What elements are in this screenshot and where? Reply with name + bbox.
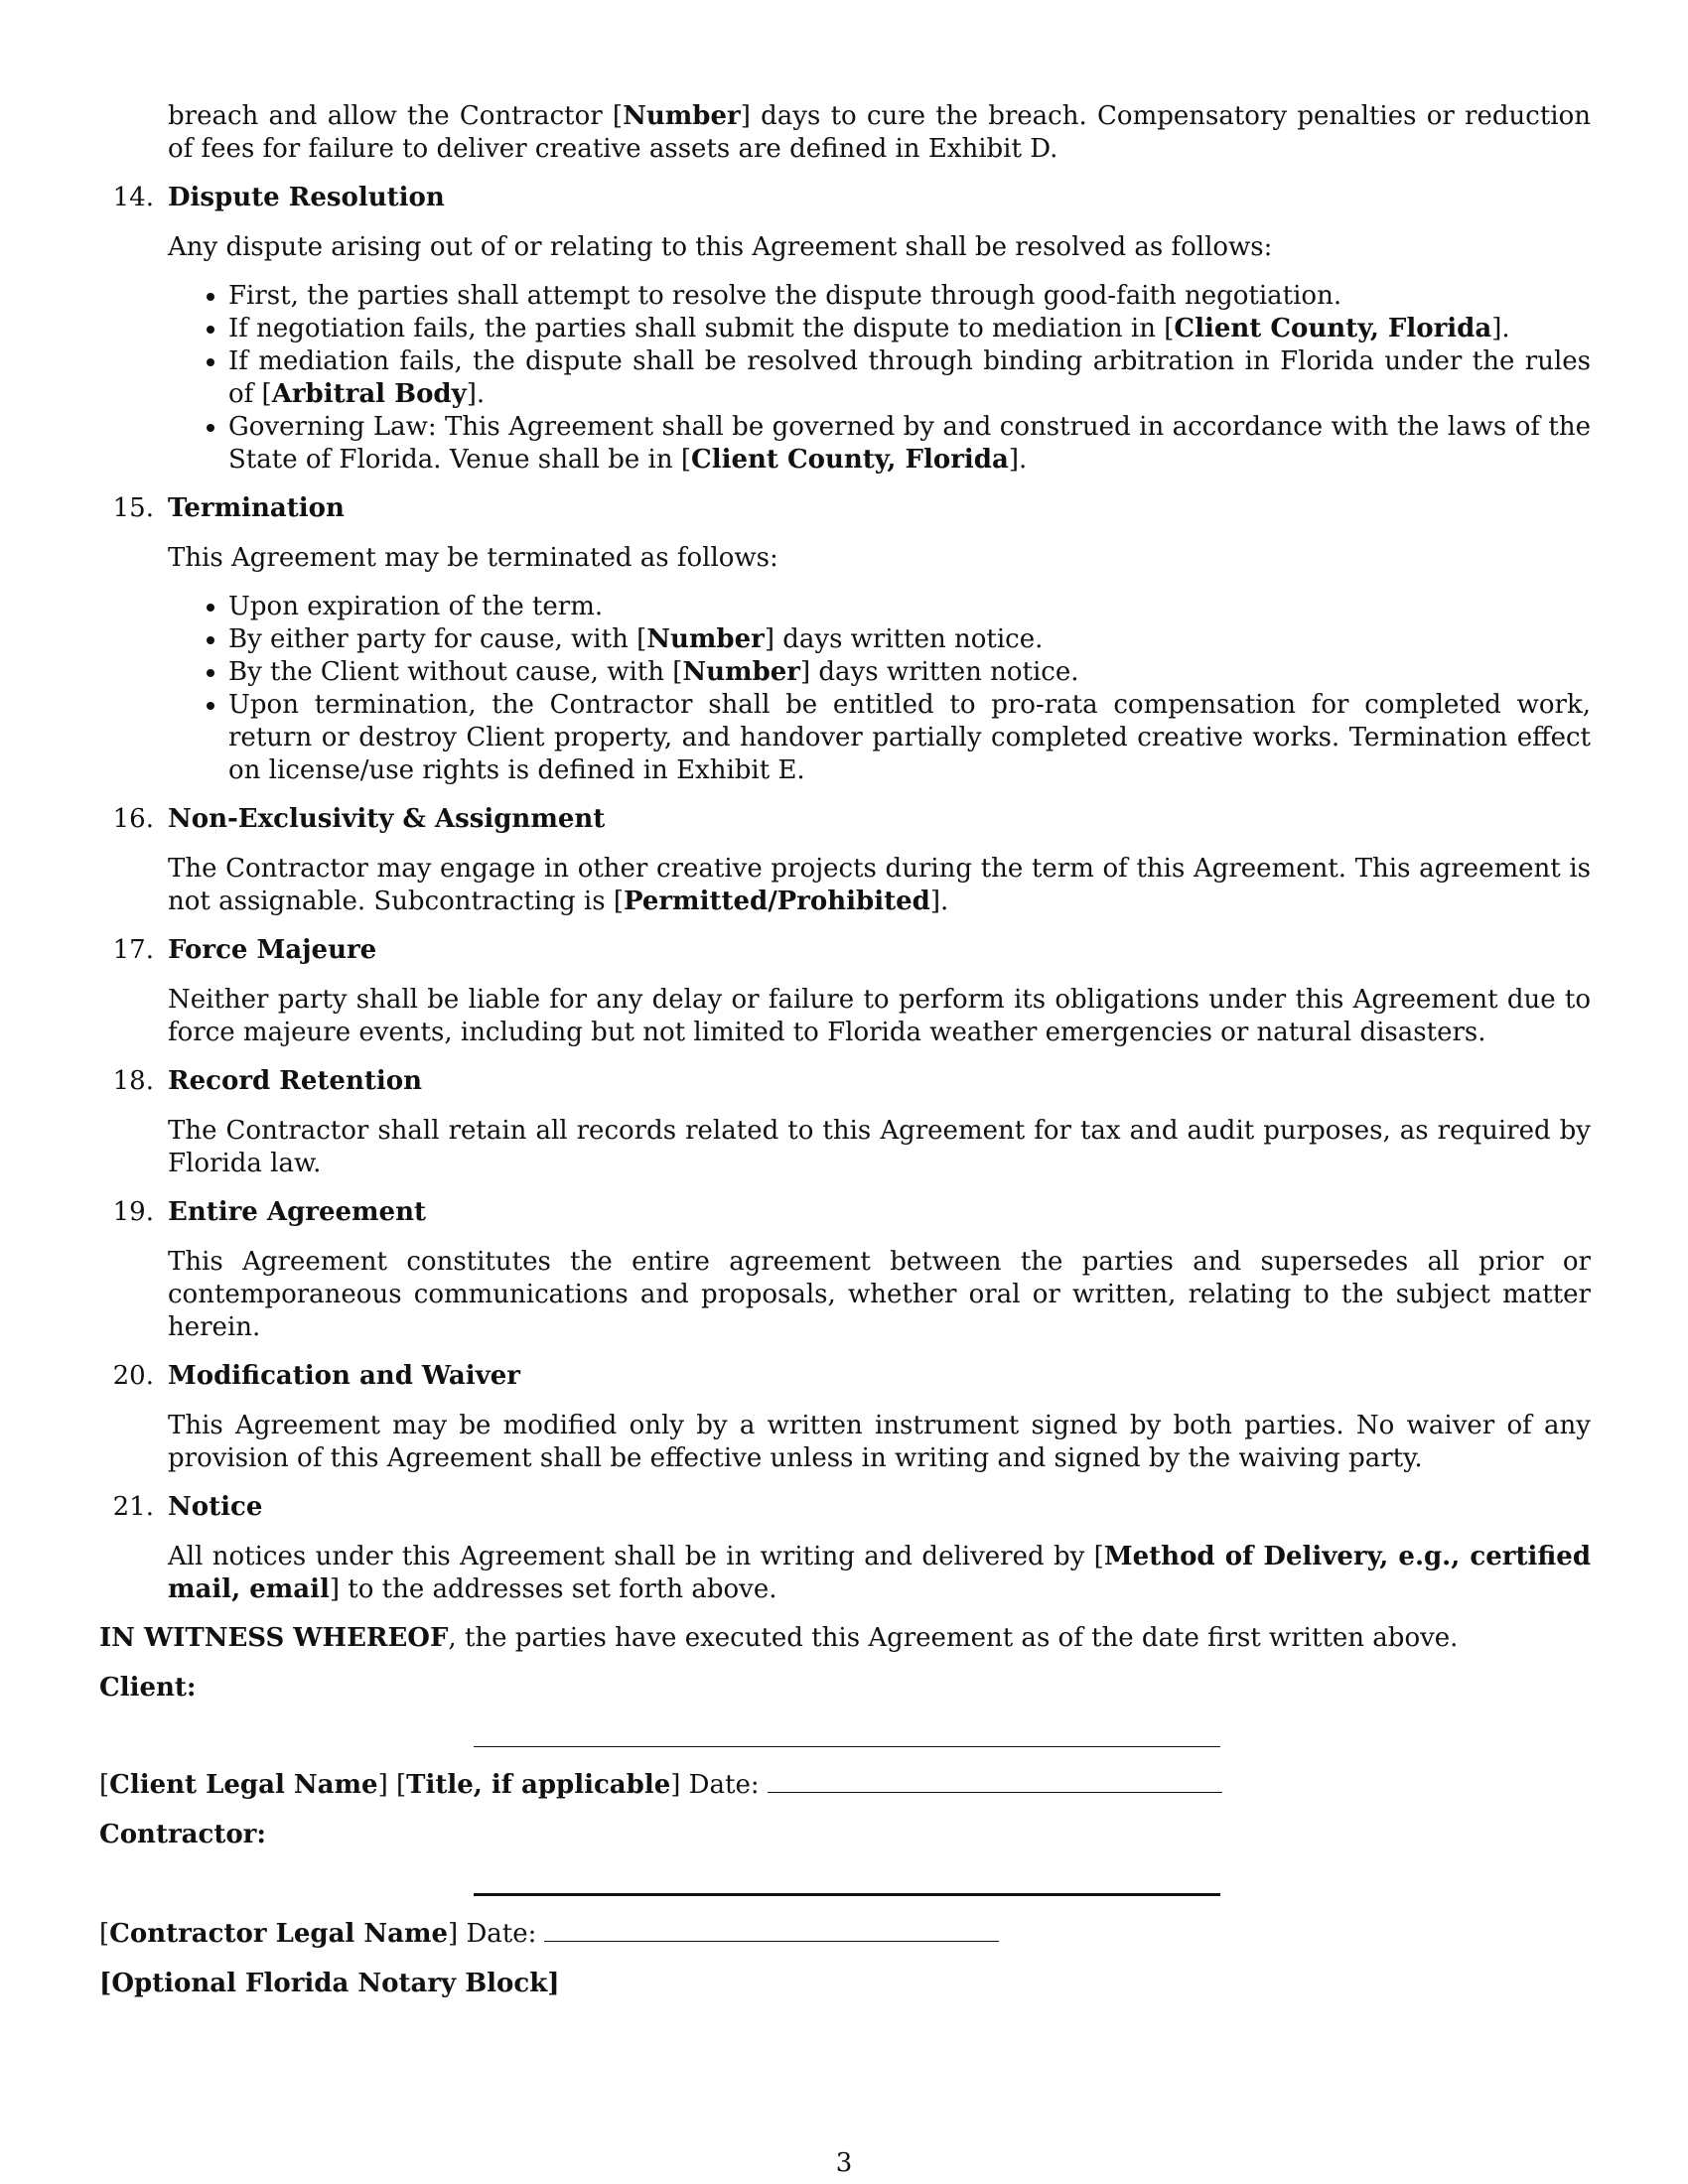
contractor-date-label: Date: — [466, 1919, 537, 1949]
list-item: • If mediation fails, the dispute shall be resolved through binding arbitration in Florida under the rules of [Arbitral Body]. — [228, 345, 1591, 411]
section-title: Record Retention — [168, 1066, 422, 1096]
section-number: 21. — [112, 1492, 154, 1522]
section-non-exclusivity — [99, 803, 1591, 918]
section-number: 19. — [112, 1197, 154, 1227]
section-notice — [99, 1491, 1591, 1606]
section-modification-waiver — [99, 1360, 1591, 1475]
section-title: Termination — [168, 493, 345, 523]
section-heading — [112, 1491, 1591, 1524]
section-heading — [112, 1065, 1591, 1098]
section-number: 15. — [112, 493, 154, 523]
section-intro: This Agreement may be terminated as follows: — [168, 543, 778, 573]
client-name-row: [Client Legal Name] [Title, if applicable] Date: — [99, 1769, 1591, 1802]
section-number: 17. — [112, 935, 154, 965]
dispute-list — [168, 280, 1591, 477]
list-item: • Upon expiration of the term. — [228, 591, 1591, 623]
list-item: • Governing Law: This Agreement shall be governed by and construed in accordance with the laws of the State of Florida. Venue shall be in [Client County, Florida]. — [228, 411, 1591, 477]
section-number: 16. — [112, 804, 154, 834]
contractor-name-row: [Contractor Legal Name] Date: — [99, 1918, 1591, 1951]
section-title: Non-Exclusivity & Assignment — [168, 804, 606, 834]
contractor-date-field[interactable] — [544, 1919, 999, 1942]
section-dispute-resolution — [99, 182, 1591, 477]
section-body: Neither party shall be liable for any delay or failure to perform its obligations under this Agreement due to force majeure events, including but not limited to Florida weather emergencies or natural disasters. — [168, 985, 1591, 1047]
document-page — [99, 100, 1591, 2000]
list-item: • Upon termination, the Contractor shall be entitled to pro-rata compensation for completed work, return or destroy Client property, and handover partially completed creative works. Termination effect on license/use rights is defined in Exhibit E. — [228, 689, 1591, 787]
section-heading — [112, 492, 1591, 525]
section-record-retention — [99, 1065, 1591, 1180]
termination-list — [168, 591, 1591, 787]
client-date-field[interactable] — [768, 1770, 1222, 1793]
section-heading — [112, 182, 1591, 214]
list-item: • By the Client without cause, with [Number] days written notice. — [228, 656, 1591, 689]
section-body: The Contractor may engage in other creative projects during the term of this Agreement. This agreement is not assignable. Subcontracting is [Permitted/Prohibited]. — [168, 854, 1591, 916]
contractor-signature-line[interactable] — [474, 1893, 1220, 1896]
section-force-majeure — [99, 934, 1591, 1049]
witness-statement: IN WITNESS WHEREOF, the parties have executed this Agreement as of the date first written above. — [99, 1623, 1459, 1653]
page-number: 3 — [835, 2148, 853, 2178]
section-title: Force Majeure — [168, 935, 377, 965]
section-intro: Any dispute arising out of or relating to this Agreement shall be resolved as follows: — [168, 232, 1273, 262]
section-title: Modification and Waiver — [168, 1361, 520, 1391]
client-date-label: Date: — [688, 1770, 760, 1800]
section-entire-agreement — [99, 1196, 1591, 1344]
section-title: Dispute Resolution — [168, 183, 445, 212]
client-signature-line[interactable] — [474, 1746, 1220, 1747]
list-item: • First, the parties shall attempt to resolve the dispute through good-faith negotiation. — [228, 280, 1591, 313]
section-body: The Contractor shall retain all records related to this Agreement for tax and audit purposes, as required by Florida law. — [168, 1116, 1591, 1178]
section-termination — [99, 492, 1591, 787]
list-item: • By either party for cause, with [Number] days written notice. — [228, 623, 1591, 656]
client-label: Client: — [99, 1673, 197, 1703]
section-heading — [112, 1196, 1591, 1229]
contractor-name: Contractor Legal Name — [109, 1919, 449, 1949]
section-title: Notice — [168, 1492, 263, 1522]
section-heading — [112, 803, 1591, 836]
client-title: Title, if applicable — [406, 1770, 671, 1800]
notary-block: [Optional Florida Notary Block] — [99, 1969, 560, 1998]
section-number: 14. — [112, 183, 154, 212]
continuation-paragraph: breach and allow the Contractor [Number] days to cure the breach. Compensatory penalties or reduction of fees for failure to deliver creative assets are defined in Exhibit D. — [168, 101, 1591, 164]
section-heading — [112, 1360, 1591, 1393]
section-body: This Agreement may be modified only by a written instrument signed by both parties. No waiver of any provision of this Agreement shall be effective unless in writing and signed by the waiving party. — [168, 1411, 1591, 1473]
client-name: Client Legal Name — [109, 1770, 378, 1800]
section-body: This Agreement constitutes the entire agreement between the parties and supersedes all prior or contemporaneous communications and proposals, whether oral or written, relating to the subject matter herein. — [168, 1247, 1591, 1342]
section-title: Entire Agreement — [168, 1197, 426, 1227]
section-number: 20. — [112, 1361, 154, 1391]
section-number: 18. — [112, 1066, 154, 1096]
section-body: All notices under this Agreement shall be in writing and delivered by [Method of Delivery, e.g., certified mail, email] to the addresses set forth above. — [168, 1542, 1592, 1604]
section-heading — [112, 934, 1591, 967]
contractor-label: Contractor: — [99, 1820, 266, 1849]
list-item: • If negotiation fails, the parties shall submit the dispute to mediation in [Client County, Florida]. — [228, 313, 1591, 345]
